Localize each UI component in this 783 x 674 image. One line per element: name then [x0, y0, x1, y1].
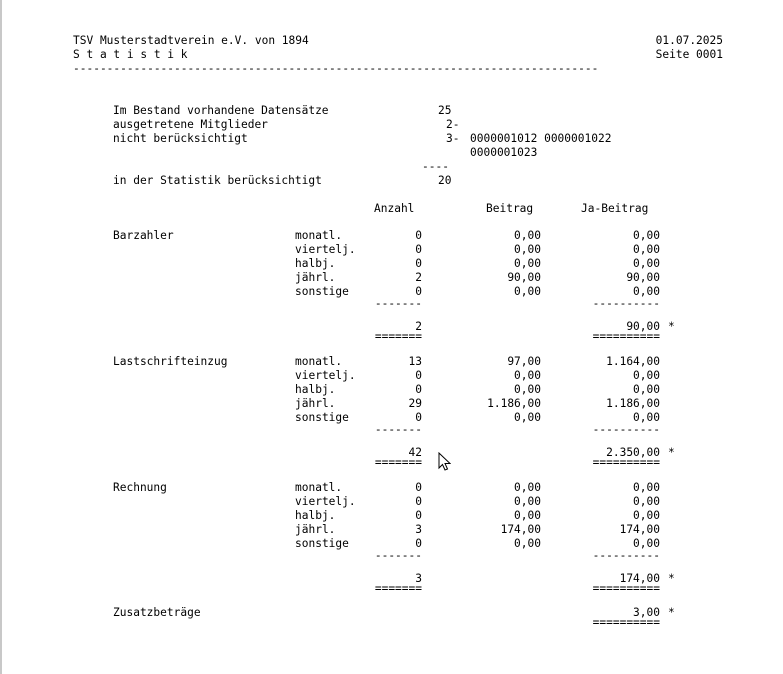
row-yearly: 1.186,00	[606, 397, 660, 410]
row-period: halbj.	[295, 509, 336, 522]
yearly-subtotal-rule: ----------	[592, 297, 660, 310]
row-yearly: 174,00	[619, 523, 660, 536]
total-count: 2	[415, 320, 422, 333]
row-yearly: 0,00	[633, 495, 660, 508]
left-members-label: ausgetretene Mitglieder	[113, 118, 268, 131]
row-fee: 0,00	[514, 495, 541, 508]
total-count: 3	[415, 572, 422, 585]
counted-label: in der Statistik berücksichtigt	[113, 174, 322, 187]
records-label: Im Bestand vorhandene Datensätze	[113, 104, 329, 117]
row-period: viertelj.	[295, 369, 356, 382]
column-fee-header: Beitrag	[486, 202, 534, 215]
row-count: 3	[415, 523, 422, 536]
report-title: S t a t i s t i k	[73, 48, 188, 61]
row-count: 0	[415, 243, 422, 256]
column-yearly-header: Ja-Beitrag	[581, 202, 649, 215]
row-count: 0	[415, 509, 422, 522]
row-fee: 0,00	[514, 383, 541, 396]
total-yearly: 174,00	[619, 572, 660, 585]
row-count: 29	[408, 397, 422, 410]
row-count: 0	[415, 537, 422, 550]
row-period: jährl.	[295, 523, 336, 536]
group-name: Rechnung	[113, 481, 167, 494]
row-count: 13	[408, 355, 422, 368]
row-fee: 0,00	[514, 243, 541, 256]
yearly-double-rule: ==========	[592, 330, 660, 343]
row-count: 0	[415, 285, 422, 298]
excluded-ids-line-1: 0000001012 0000001022	[470, 132, 612, 145]
row-yearly: 0,00	[633, 537, 660, 550]
count-subtotal-rule: -------	[374, 297, 422, 310]
row-count: 0	[415, 383, 422, 396]
row-fee: 0,00	[514, 509, 541, 522]
count-double-rule: =======	[374, 330, 422, 343]
extra-label: Zusatzbeträge	[113, 606, 201, 619]
row-count: 0	[415, 495, 422, 508]
count-double-rule: =======	[374, 582, 422, 595]
row-period: sonstige	[295, 537, 349, 550]
header-rule: ------------------------------------------------------------------------------	[73, 62, 599, 75]
count-double-rule: =======	[374, 456, 422, 469]
row-fee: 0,00	[514, 537, 541, 550]
counted-value: 20	[438, 174, 452, 187]
row-period: monatl.	[295, 355, 343, 368]
group-name: Lastschrifteinzug	[113, 355, 228, 368]
row-yearly: 1.164,00	[606, 355, 660, 368]
row-yearly: 0,00	[633, 285, 660, 298]
yearly-double-rule: ==========	[592, 582, 660, 595]
yearly-subtotal-rule: ----------	[592, 423, 660, 436]
row-fee: 0,00	[514, 369, 541, 382]
row-fee: 174,00	[500, 523, 541, 536]
row-fee: 0,00	[514, 285, 541, 298]
count-subtotal-rule: -------	[374, 423, 422, 436]
row-yearly: 0,00	[633, 229, 660, 242]
row-period: halbj.	[295, 257, 336, 270]
row-fee: 97,00	[507, 355, 541, 368]
total-count: 42	[408, 446, 422, 459]
row-period: sonstige	[295, 411, 349, 424]
extra-value: 3,00	[633, 606, 660, 619]
excluded-value: 3-	[446, 132, 460, 145]
extra-mark: *	[668, 606, 675, 619]
yearly-double-rule: ==========	[592, 456, 660, 469]
row-count: 0	[415, 411, 422, 424]
excluded-label: nicht berücksichtigt	[113, 132, 248, 145]
row-count: 0	[415, 257, 422, 270]
total-mark: *	[668, 320, 675, 333]
row-period: viertelj.	[295, 243, 356, 256]
row-yearly: 0,00	[633, 243, 660, 256]
row-count: 0	[415, 229, 422, 242]
row-count: 0	[415, 369, 422, 382]
summary-dash: ----	[422, 160, 449, 173]
records-value: 25	[438, 104, 452, 117]
extra-double-rule: ==========	[592, 616, 660, 629]
row-count: 0	[415, 481, 422, 494]
row-period: viertelj.	[295, 495, 356, 508]
group-name: Barzahler	[113, 229, 174, 242]
left-members-value: 2-	[446, 118, 460, 131]
row-fee: 0,00	[514, 411, 541, 424]
row-period: halbj.	[295, 383, 336, 396]
report-date: 01.07.2025	[655, 34, 723, 47]
row-period: sonstige	[295, 285, 349, 298]
total-mark: *	[668, 446, 675, 459]
row-fee: 0,00	[514, 481, 541, 494]
row-count: 2	[415, 271, 422, 284]
row-period: monatl.	[295, 481, 343, 494]
arrow-pointer-icon	[438, 452, 451, 472]
page-number: Seite 0001	[655, 48, 723, 61]
row-fee: 1.186,00	[487, 397, 541, 410]
total-yearly: 90,00	[626, 320, 660, 333]
club-name: TSV Musterstadtverein e.V. von 1894	[73, 34, 309, 47]
total-mark: *	[668, 572, 675, 585]
row-period: jährl.	[295, 397, 336, 410]
yearly-subtotal-rule: ----------	[592, 549, 660, 562]
row-yearly: 0,00	[633, 369, 660, 382]
row-period: monatl.	[295, 229, 343, 242]
row-fee: 0,00	[514, 229, 541, 242]
row-period: jährl.	[295, 271, 336, 284]
excluded-ids-line-2: 0000001023	[470, 146, 538, 159]
row-yearly: 0,00	[633, 257, 660, 270]
row-yearly: 0,00	[633, 411, 660, 424]
row-fee: 0,00	[514, 257, 541, 270]
row-yearly: 0,00	[633, 481, 660, 494]
row-yearly: 0,00	[633, 509, 660, 522]
row-yearly: 0,00	[633, 383, 660, 396]
row-yearly: 90,00	[626, 271, 660, 284]
count-subtotal-rule: -------	[374, 549, 422, 562]
total-yearly: 2.350,00	[606, 446, 660, 459]
row-fee: 90,00	[507, 271, 541, 284]
column-count-header: Anzahl	[374, 202, 415, 215]
